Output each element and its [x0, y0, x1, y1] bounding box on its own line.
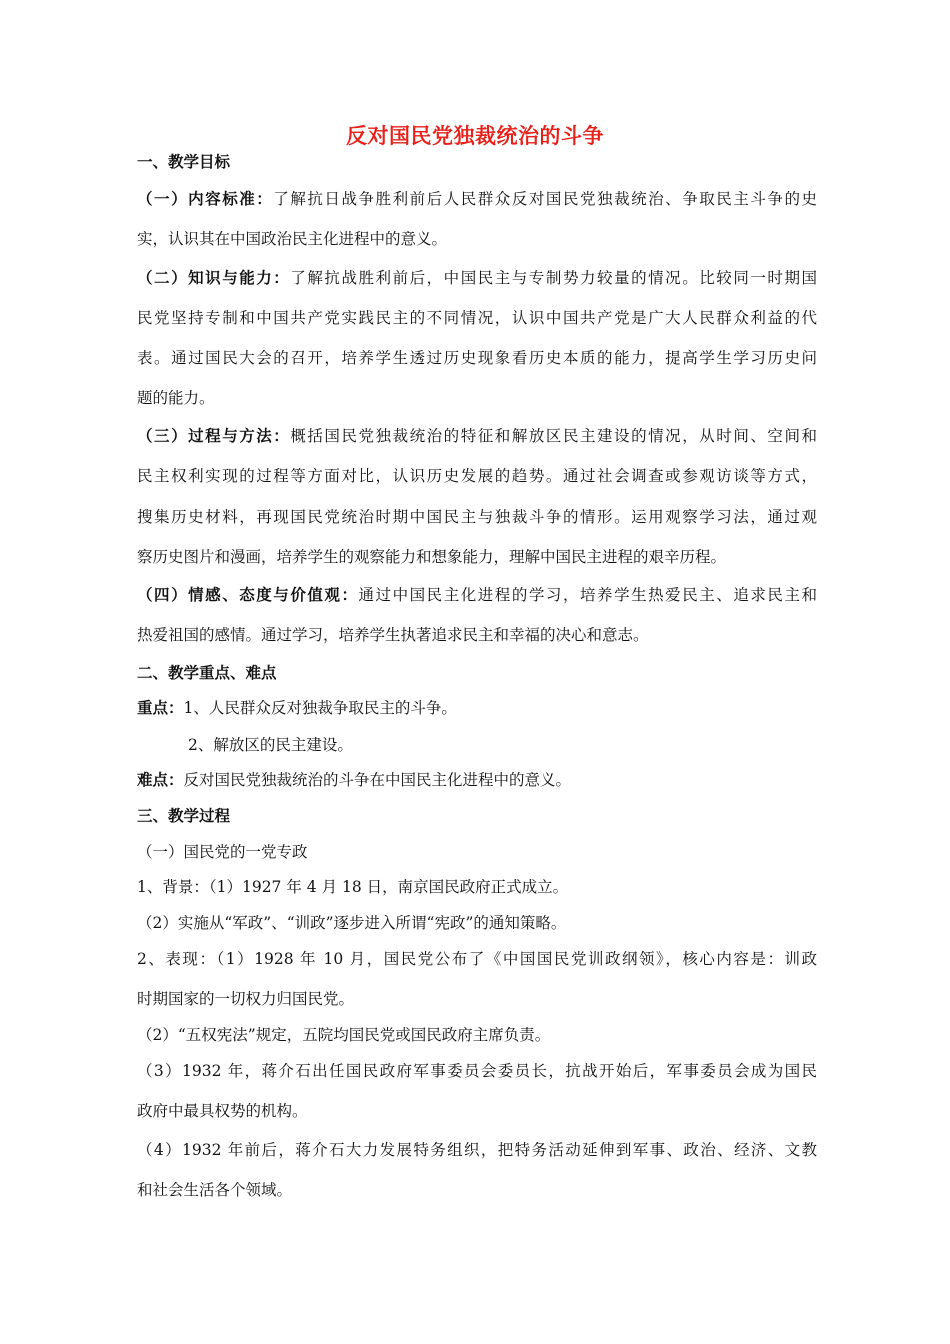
text-content-standard: 了解抗日战争胜利前后人民群众反对国民党独裁统治、争取民主斗争的史 [273, 190, 817, 208]
paragraph-line: 实，认识其在中国政治民主化进程中的意义。 [137, 230, 448, 248]
paragraph-emotion-line [137, 585, 817, 605]
paragraph-line: 察历史图片和漫画，培养学生的观察能力和想象能力，理解中国民主进程的艰辛历程。 [137, 548, 727, 566]
process-line: 1、背景：（1）1927 年 4 月 18 日，南京国民政府正式成立。 [137, 878, 569, 896]
process-line: （2）实施从“军政”、“训政”逐步进入所谓“宪政”的通知策略。 [137, 914, 567, 932]
process-line: 2、表现：（1）1928 年 10 月，国民党公布了《中国国民党训政纲领》，核心内容是：训政 [137, 950, 817, 968]
paragraph-process-line [137, 426, 817, 446]
section-heading-key-points: 二、教学重点、难点 [137, 664, 277, 682]
process-line: 时期国家的一切权力归国民党。 [137, 990, 355, 1008]
process-line: （2）“五权宪法”规定，五院均国民党或国民政府主席负责。 [137, 1026, 551, 1044]
difficult-point-text: 反对国民党独裁统治的斗争在中国民主化进程中的意义。 [183, 771, 572, 789]
paragraph-knowledge-line [137, 268, 817, 288]
process-line: （4）1932 年前后，蒋介石大力发展特务组织，把特务活动延伸到军事、政治、经济、文教 [137, 1141, 817, 1159]
document-title: 反对国民党独裁统治的斗争 [346, 124, 604, 148]
section-heading-objectives: 一、教学目标 [137, 153, 231, 171]
key-point-line [137, 698, 817, 718]
label-content-standard: （一）内容标准： [137, 190, 274, 208]
paragraph-line: 搜集历史材料，再现国民党统治时期中国民主与独裁斗争的情形。运用观察学习法，通过观 [137, 508, 817, 526]
key-point-1: 1、人民群众反对独裁争取民主的斗争。 [183, 699, 457, 717]
paragraph-line: 表。通过国民大会的召开，培养学生透过历史现象看历史本质的能力，提高学生学习历史问 [137, 349, 817, 367]
paragraph-line: 热爱祖国的感情。通过学习，培养学生执著追求民主和幸福的决心和意志。 [137, 626, 649, 644]
text-knowledge-ability: 了解抗战胜利前后，中国民主与专制势力较量的情况。比较同一时期国 [290, 269, 817, 287]
difficult-point-line [137, 770, 817, 790]
label-emotion-values: （四）情感、态度与价值观： [137, 586, 359, 604]
process-line: （3）1932 年，蒋介石出任国民政府军事委员会委员长，抗战开始后，军事委员会成为国民 [137, 1062, 817, 1080]
process-line: 和社会生活各个领域。 [137, 1181, 293, 1199]
label-knowledge-ability: （二）知识与能力： [137, 269, 291, 287]
label-difficult-point: 难点： [137, 771, 184, 789]
paragraph-line: 题的能力。 [137, 389, 215, 407]
label-process-method: （三）过程与方法： [137, 427, 291, 445]
key-point-2: 2、解放区的民主建设。 [188, 736, 353, 754]
paragraph-line: 民党坚持专制和中国共产党实践民主的不同情况，认识中国共产党是广大人民群众利益的代 [137, 309, 817, 327]
process-line: 政府中最具权势的机构。 [137, 1102, 308, 1120]
section-heading-process: 三、教学过程 [137, 807, 231, 825]
paragraph-line: 民主权利实现的过程等方面对比，认识历史发展的趋势。通过社会调查或参观访谈等方式， [137, 467, 817, 485]
paragraph-content-standard-line [137, 189, 817, 209]
text-process-method: 概括国民党独裁统治的特征和解放区民主建设的情况，从时间、空间和 [290, 427, 817, 445]
text-emotion-values: 通过中国民主化进程的学习，培养学生热爱民主、追求民主和 [358, 586, 817, 604]
subheading-one-party-rule: （一）国民党的一党专政 [137, 843, 308, 861]
label-key-point: 重点： [137, 699, 184, 717]
